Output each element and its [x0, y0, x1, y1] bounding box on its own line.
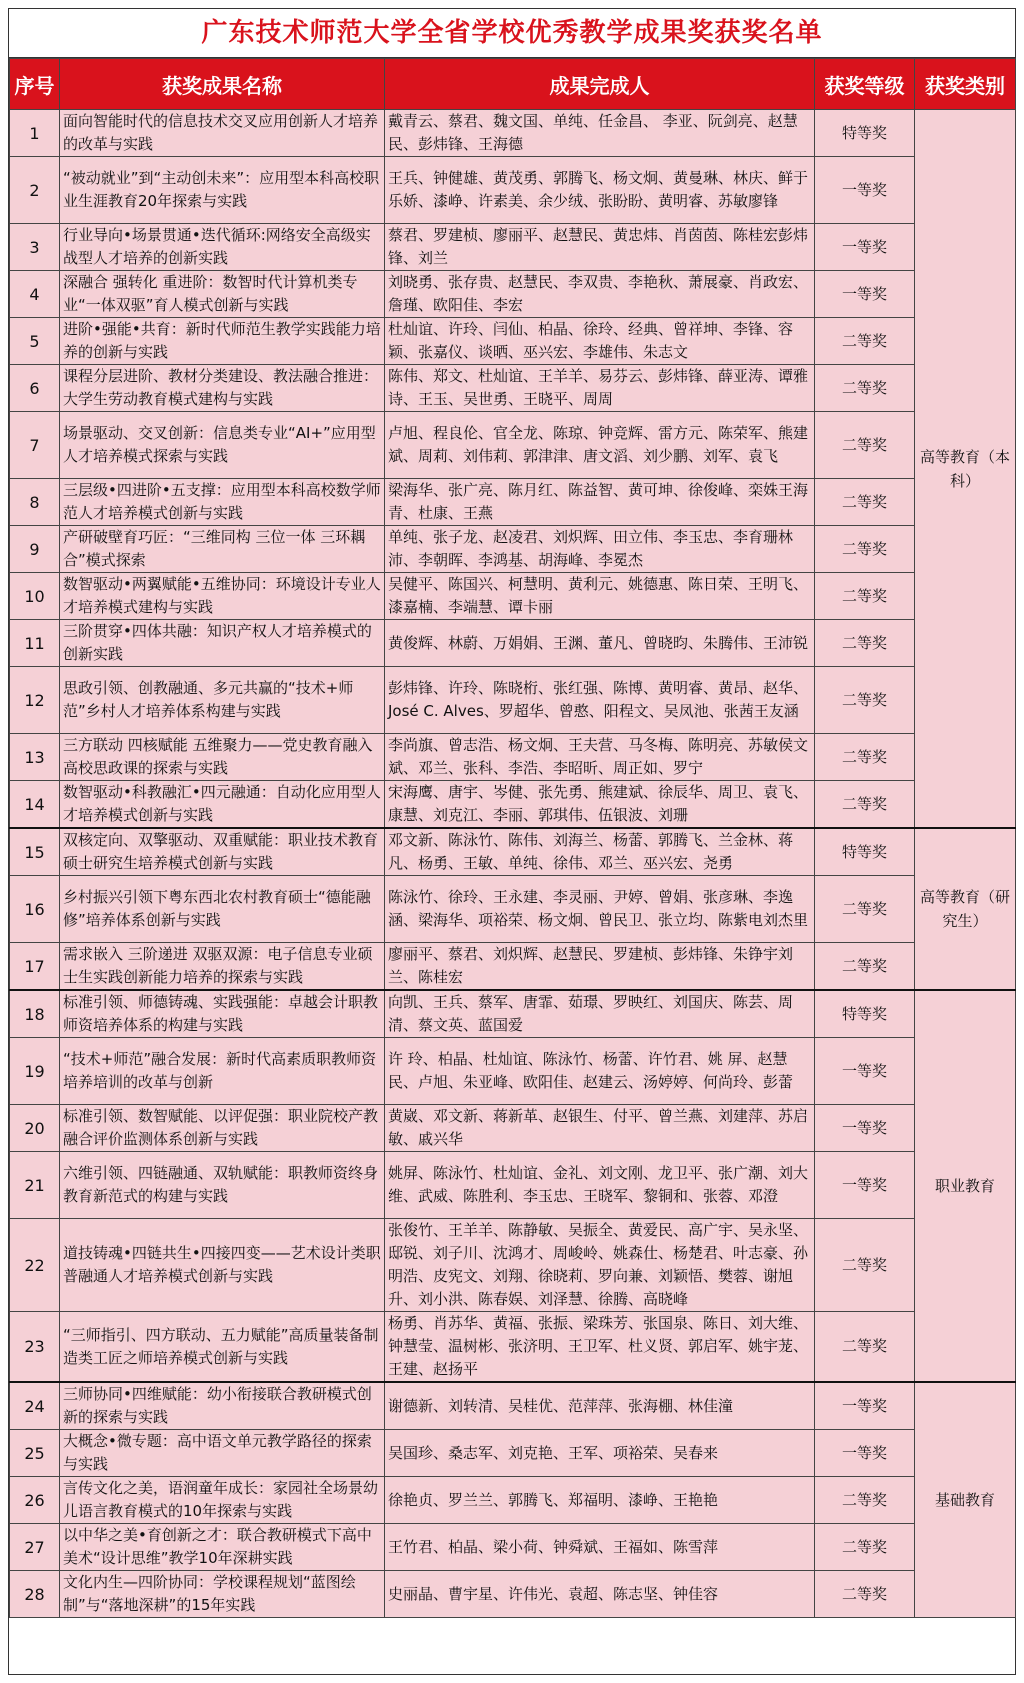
- award-level: 二等奖: [815, 1312, 915, 1383]
- table-row: [10, 1430, 1016, 1477]
- row-number: 5: [10, 318, 60, 365]
- award-level: 二等奖: [815, 943, 915, 991]
- award-category: 高等教育（研究生）: [915, 828, 1016, 990]
- row-number: 7: [10, 412, 60, 479]
- authors: 张俊竹、王羊羊、陈静敏、吴振全、黄爱民、高广宇、吴永坚、邸锐、刘子川、沈鸿才、周峻岭、姚森仕、杨楚君、叶志豪、孙明浩、皮宪文、刘翔、徐晓莉、罗向兼、刘颖悟、樊蓉、谢旭升、刘小洪、陈春娱、刘泽慧、徐腾、高晓峰: [385, 1219, 815, 1312]
- award-level: 二等奖: [815, 734, 915, 781]
- row-number: 27: [10, 1524, 60, 1571]
- award-level: 一等奖: [815, 157, 915, 224]
- authors: 黄崴、邓文新、蒋新革、赵银生、付平、曾兰燕、刘建萍、苏启敏、戚兴华: [385, 1105, 815, 1152]
- award-level: 二等奖: [815, 876, 915, 943]
- achievement-name: 三阶贯穿•四体共融：知识产权人才培养模式的创新实践: [60, 620, 385, 667]
- authors: 梁海华、张广亮、陈月红、陈益智、黄可坤、徐俊峰、栾姝王海青、杜康、王燕: [385, 479, 815, 526]
- page-title: 广东技术师范大学全省学校优秀教学成果奖获奖名单: [9, 9, 1015, 58]
- authors: 戴青云、蔡君、魏文国、单纯、任金昌、 李亚、阮剑亮、赵慧民、彭炜锋、王海德: [385, 110, 815, 157]
- table-row: [10, 1571, 1016, 1618]
- row-number: 17: [10, 943, 60, 991]
- authors: 王竹君、柏晶、梁小荷、钟舜斌、王福如、陈雪萍: [385, 1524, 815, 1571]
- award-level: 二等奖: [815, 526, 915, 573]
- award-category: 职业教育: [915, 990, 1016, 1382]
- achievement-name: 场景驱动、交叉创新：信息类专业“AI+”应用型人才培养模式探索与实践: [60, 412, 385, 479]
- header-award-category: 获奖类别: [915, 59, 1016, 110]
- table-header-row: [10, 59, 1016, 110]
- award-level: 一等奖: [815, 1382, 915, 1430]
- award-level: 一等奖: [815, 271, 915, 318]
- table-row: [10, 1382, 1016, 1430]
- table-row: [10, 526, 1016, 573]
- table-row: [10, 828, 1016, 876]
- achievement-name: 数智驱动•科教融汇•四元融通：自动化应用型人才培养模式创新与实践: [60, 781, 385, 829]
- table-row: [10, 224, 1016, 271]
- row-number: 24: [10, 1382, 60, 1430]
- achievement-name: 三师协同•四维赋能：幼小衔接联合教研模式创新的探索与实践: [60, 1382, 385, 1430]
- authors: 王兵、钟健雄、黄茂勇、郭腾飞、杨文炯、黄曼琳、林庆、鲜于乐娇、漆峥、许素美、余少绒、张盼盼、黄明睿、苏敏廖锋: [385, 157, 815, 224]
- award-level: 特等奖: [815, 828, 915, 876]
- award-level: 二等奖: [815, 1524, 915, 1571]
- achievement-name: 言传文化之美，语润童年成长：家园社全场景幼儿语言教育模式的10年探索与实践: [60, 1477, 385, 1524]
- table-row: [10, 271, 1016, 318]
- award-table: [9, 58, 1016, 1618]
- row-number: 12: [10, 667, 60, 734]
- row-number: 6: [10, 365, 60, 412]
- achievement-name: 进阶•强能•共育：新时代师范生教学实践能力培养的创新与实践: [60, 318, 385, 365]
- table-row: [10, 876, 1016, 943]
- authors: 彭炜锋、许玲、陈晓桁、张红强、陈博、黄明睿、黄昂、赵华、José C. Alves、罗超华、曾憨、阳程文、吴凤池、张茜王友涵: [385, 667, 815, 734]
- table-body: [10, 110, 1016, 1618]
- authors: 李尚旗、曾志浩、杨文炯、王夫营、马冬梅、陈明亮、苏敏侯文斌、邓兰、张科、李浩、李昭昕、周正如、罗宁: [385, 734, 815, 781]
- table-row: [10, 365, 1016, 412]
- authors: 廖丽平、蔡君、刘炽辉、赵慧民、罗建桢、彭炜锋、朱铮宇刘兰、陈桂宏: [385, 943, 815, 991]
- row-number: 19: [10, 1038, 60, 1105]
- achievement-name: 三方联动 四核赋能 五维聚力——党史教育融入高校思政课的探索与实践: [60, 734, 385, 781]
- table-row: [10, 1038, 1016, 1105]
- award-level: 二等奖: [815, 365, 915, 412]
- table-row: [10, 573, 1016, 620]
- table-row: [10, 1105, 1016, 1152]
- achievement-name: 需求嵌入 三阶递进 双驱双源：电子信息专业硕士生实践创新能力培养的探索与实践: [60, 943, 385, 991]
- row-number: 22: [10, 1219, 60, 1312]
- row-number: 15: [10, 828, 60, 876]
- award-category: 高等教育（本科）: [915, 110, 1016, 829]
- achievement-name: 课程分层进阶、教材分类建设、教法融合推进：大学生劳动教育模式建构与实践: [60, 365, 385, 412]
- authors: 陈泳竹、徐玲、王永建、李灵丽、尹婷、曾娟、张彦琳、李逸涵、梁海华、项裕荣、杨文炯、曾民卫、张立均、陈紫电刘杰里: [385, 876, 815, 943]
- achievement-name: “技术+师范”融合发展：新时代高素质职教师资培养培训的改革与创新: [60, 1038, 385, 1105]
- header-authors: 成果完成人: [385, 59, 815, 110]
- achievement-name: 六维引领、四链融通、双轨赋能：职教师资终身教育新范式的构建与实践: [60, 1152, 385, 1219]
- authors: 邓文新、陈泳竹、陈伟、刘海兰、杨蕾、郭腾飞、兰金林、蒋凡、杨勇、王敏、单纯、徐伟、邓兰、巫兴宏、尧勇: [385, 828, 815, 876]
- award-level: 二等奖: [815, 573, 915, 620]
- achievement-name: 行业导向•场景贯通•迭代循环:网络安全高级实战型人才培养的创新实践: [60, 224, 385, 271]
- award-level: 一等奖: [815, 224, 915, 271]
- row-number: 3: [10, 224, 60, 271]
- table-row: [10, 1219, 1016, 1312]
- authors: 吴国珍、桑志军、刘克艳、王军、项裕荣、吴春来: [385, 1430, 815, 1477]
- table-row: [10, 110, 1016, 157]
- table-row: [10, 1524, 1016, 1571]
- table-row: [10, 781, 1016, 829]
- row-number: 1: [10, 110, 60, 157]
- authors: 杜灿谊、许玲、闫仙、柏晶、徐玲、经典、曾祥坤、李锋、容颖、张嘉仪、谈晒、巫兴宏、李雄伟、朱志文: [385, 318, 815, 365]
- row-number: 16: [10, 876, 60, 943]
- achievement-name: 乡村振兴引领下粤东西北农村教育硕士“德能融修”培养体系创新与实践: [60, 876, 385, 943]
- row-number: 26: [10, 1477, 60, 1524]
- award-level: 二等奖: [815, 1477, 915, 1524]
- header-number: 序号: [10, 59, 60, 110]
- award-category: 基础教育: [915, 1382, 1016, 1618]
- award-level: 二等奖: [815, 412, 915, 479]
- row-number: 4: [10, 271, 60, 318]
- award-level: 二等奖: [815, 1219, 915, 1312]
- authors: 许 玲、柏晶、杜灿谊、陈泳竹、杨蕾、许竹君、姚 屏、赵慧民、卢旭、朱亚峰、欧阳佳、赵建云、汤婷婷、何尚玲、彭蕾: [385, 1038, 815, 1105]
- table-row: [10, 1152, 1016, 1219]
- award-level: 二等奖: [815, 318, 915, 365]
- header-award-level: 获奖等级: [815, 59, 915, 110]
- award-level: 一等奖: [815, 1038, 915, 1105]
- award-level: 二等奖: [815, 781, 915, 829]
- table-row: [10, 734, 1016, 781]
- authors: 姚屏、陈泳竹、杜灿谊、金礼、刘文刚、龙卫平、张广潮、刘大维、武威、陈胜利、李玉忠、王晓军、黎铜和、张蓉、邓澄: [385, 1152, 815, 1219]
- table-row: [10, 157, 1016, 224]
- achievement-name: 道技铸魂•四链共生•四接四变——艺术设计类职普融通人才培养模式创新与实践: [60, 1219, 385, 1312]
- row-number: 28: [10, 1571, 60, 1618]
- table-row: [10, 990, 1016, 1038]
- table-row: [10, 318, 1016, 365]
- achievement-name: 以中华之美•育创新之才：联合教研模式下高中美术“设计思维”教学10年深耕实践: [60, 1524, 385, 1571]
- table-row: [10, 667, 1016, 734]
- achievement-name: 大概念•微专题：高中语文单元教学路径的探索与实践: [60, 1430, 385, 1477]
- achievement-name: 文化内生—四阶协同：学校课程规划“蓝图绘制”与“落地深耕”的15年实践: [60, 1571, 385, 1618]
- row-number: 14: [10, 781, 60, 829]
- row-number: 21: [10, 1152, 60, 1219]
- award-level: 一等奖: [815, 1430, 915, 1477]
- authors: 谢德新、刘转清、吴桂优、范萍萍、张海棚、林佳潼: [385, 1382, 815, 1430]
- authors: 史丽晶、曹宇星、许伟光、袁超、陈志坚、钟佳容: [385, 1571, 815, 1618]
- authors: 徐艳贞、罗兰兰、郭腾飞、郑福明、漆峥、王艳艳: [385, 1477, 815, 1524]
- authors: 蔡君、罗建桢、廖丽平、赵慧民、黄忠炜、肖茵茵、陈桂宏彭炜锋、刘兰: [385, 224, 815, 271]
- achievement-name: 标准引领、数智赋能、以评促强：职业院校产教融合评价监测体系创新与实践: [60, 1105, 385, 1152]
- row-number: 18: [10, 990, 60, 1038]
- authors: 单纯、张子龙、赵凌君、刘炽辉、田立伟、李玉忠、李育珊林沛、李朝晖、李鸿基、胡海峰、李冕杰: [385, 526, 815, 573]
- authors: 陈伟、郑文、杜灿谊、王羊羊、易芬云、彭炜锋、薛亚涛、谭雅诗、王玉、吴世勇、王晓平、周周: [385, 365, 815, 412]
- achievement-name: 标准引领、师德铸魂、实践强能：卓越会计职教师资培养体系的构建与实践: [60, 990, 385, 1038]
- achievement-name: “三师指引、四方联动、五力赋能”高质量装备制造类工匠之师培养模式创新与实践: [60, 1312, 385, 1383]
- table-row: [10, 1312, 1016, 1383]
- authors: 向凯、王兵、蔡军、唐霏、茹璟、罗映红、刘国庆、陈芸、周清、蔡文英、蓝国爱: [385, 990, 815, 1038]
- row-number: 25: [10, 1430, 60, 1477]
- achievement-name: 思政引领、创教融通、多元共赢的“技术+师范”乡村人才培养体系构建与实践: [60, 667, 385, 734]
- table-row: [10, 479, 1016, 526]
- row-number: 10: [10, 573, 60, 620]
- achievement-name: 产研破壁育巧匠：“三维同构 三位一体 三环耦合”模式探索: [60, 526, 385, 573]
- row-number: 23: [10, 1312, 60, 1383]
- award-level: 特等奖: [815, 990, 915, 1038]
- row-number: 13: [10, 734, 60, 781]
- table-row: [10, 620, 1016, 667]
- header-achievement-name: 获奖成果名称: [60, 59, 385, 110]
- authors: 杨勇、肖苏华、黄福、张振、梁珠芳、张国泉、陈日、刘大维、钟慧莹、温树彬、张济明、王卫军、杜义贤、郭启军、姚宇茏、王建、赵扬平: [385, 1312, 815, 1383]
- achievement-name: 面向智能时代的信息技术交叉应用创新人才培养的改革与实践: [60, 110, 385, 157]
- authors: 吴健平、陈国兴、柯慧明、黄利元、姚德惠、陈日荣、王明飞、漆嘉楠、李端慧、谭卡丽: [385, 573, 815, 620]
- award-level: 一等奖: [815, 1105, 915, 1152]
- achievement-name: “被动就业”到“主动创未来”：应用型本科高校职业生涯教育20年探索与实践: [60, 157, 385, 224]
- row-number: 2: [10, 157, 60, 224]
- award-level: 特等奖: [815, 110, 915, 157]
- authors: 卢旭、程良伦、官全龙、陈琼、钟竞辉、雷方元、陈荣军、熊建斌、周莉、刘伟莉、郭津津、唐文滔、刘少鹏、刘军、袁飞: [385, 412, 815, 479]
- row-number: 11: [10, 620, 60, 667]
- authors: 刘晓勇、张存贵、赵慧民、李双贵、李艳秋、萧展豪、肖政宏、詹瑾、欧阳佳、李宏: [385, 271, 815, 318]
- row-number: 9: [10, 526, 60, 573]
- row-number: 20: [10, 1105, 60, 1152]
- award-list-document: [8, 8, 1016, 1675]
- achievement-name: 双核定向、双擎驱动、双重赋能：职业技术教育硕士研究生培养模式创新与实践: [60, 828, 385, 876]
- award-level: 二等奖: [815, 1571, 915, 1618]
- achievement-name: 数智驱动•两翼赋能•五维协同：环境设计专业人才培养模式建构与实践: [60, 573, 385, 620]
- award-level: 一等奖: [815, 1152, 915, 1219]
- award-level: 二等奖: [815, 667, 915, 734]
- achievement-name: 三层级•四进阶•五支撑：应用型本科高校数学师范人才培养模式创新与实践: [60, 479, 385, 526]
- table-row: [10, 1477, 1016, 1524]
- authors: 宋海鹰、唐宇、岑健、张先勇、熊建斌、徐辰华、周卫、袁飞、康慧、刘克江、李丽、郭琪伟、伍银波、刘珊: [385, 781, 815, 829]
- award-level: 二等奖: [815, 479, 915, 526]
- table-row: [10, 412, 1016, 479]
- row-number: 8: [10, 479, 60, 526]
- authors: 黄俊辉、林蔚、万娟娟、王渊、董凡、曾晓昀、朱腾伟、王沛锐: [385, 620, 815, 667]
- award-level: 二等奖: [815, 620, 915, 667]
- achievement-name: 深融合 强转化 重进阶：数智时代计算机类专业“一体双驱”育人模式创新与实践: [60, 271, 385, 318]
- table-row: [10, 943, 1016, 991]
